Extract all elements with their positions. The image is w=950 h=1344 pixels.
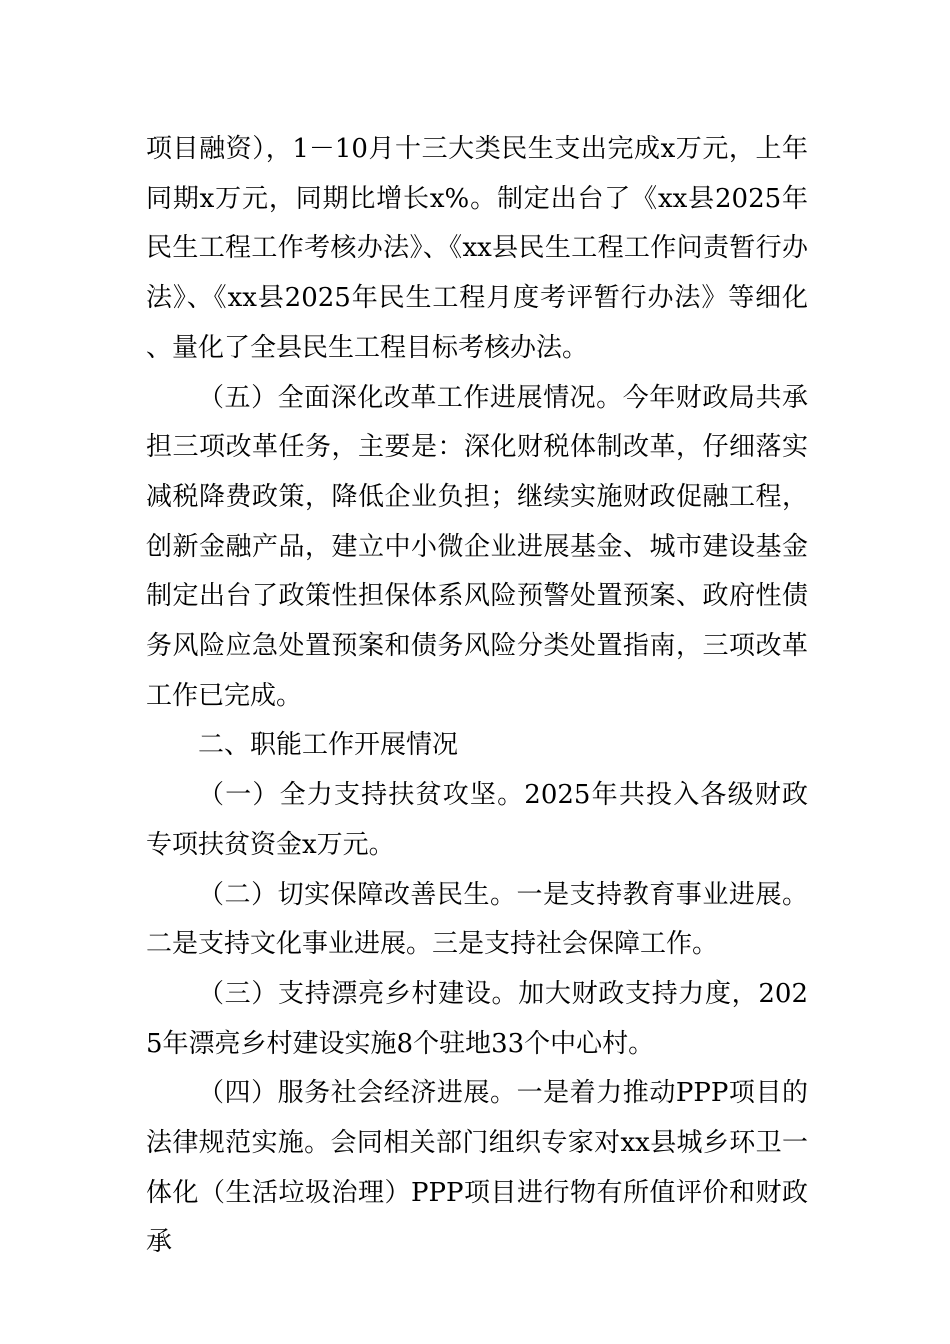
section-heading-functional-work: 二、职能工作开展情况 <box>198 730 459 761</box>
paragraph-livelihood-guarantee: （二）切实保障改善民生。一是支持教育事业进展。二是支持文化事业进展。三是支持社会保障工作。 <box>146 879 808 960</box>
paragraph-continued-livelihood-spending: 项目融资），1－10月十三大类民生支出完成x万元，上年同期x万元，同期比增长x%。制定出台了《xx县2025年民生工程工作考核办法》、《xx县民生工程工作问责暂行办法》、《xx县2025年民生工程月度考评暂行办法》等细化、量化了全县民生工程目标考核办法。 <box>146 134 808 363</box>
paragraph-reform-progress: （五）全面深化改革工作进展情况。今年财政局共承担三项改革任务，主要是：深化财税体制改革，仔细落实减税降费政策，降低企业负担；继续实施财政促融工程，创新金融产品，建立中小微企业进展基金、城市建设基金制定出台了政策性担保体系风险预警处置预案、政府性债务风险应急处置预案和债务风险分类处置指南，三项改革工作已完成。 <box>146 382 808 711</box>
paragraph-economic-development: （四）服务社会经济进展。一是着力推动PPP项目的法律规范实施。会同相关部门组织专家对xx县城乡环卫一体化（生活垃圾治理）PPP项目进行物有所值评价和财政承 <box>146 1078 808 1258</box>
paragraph-rural-construction: （三）支持漂亮乡村建设。加大财政支持力度，2025年漂亮乡村建设实施8个驻地33个中心村。 <box>146 978 808 1059</box>
document-body <box>146 125 808 1268</box>
paragraph-poverty-alleviation: （一）全力支持扶贫攻坚。2025年共投入各级财政专项扶贫资金x万元。 <box>146 780 808 860</box>
